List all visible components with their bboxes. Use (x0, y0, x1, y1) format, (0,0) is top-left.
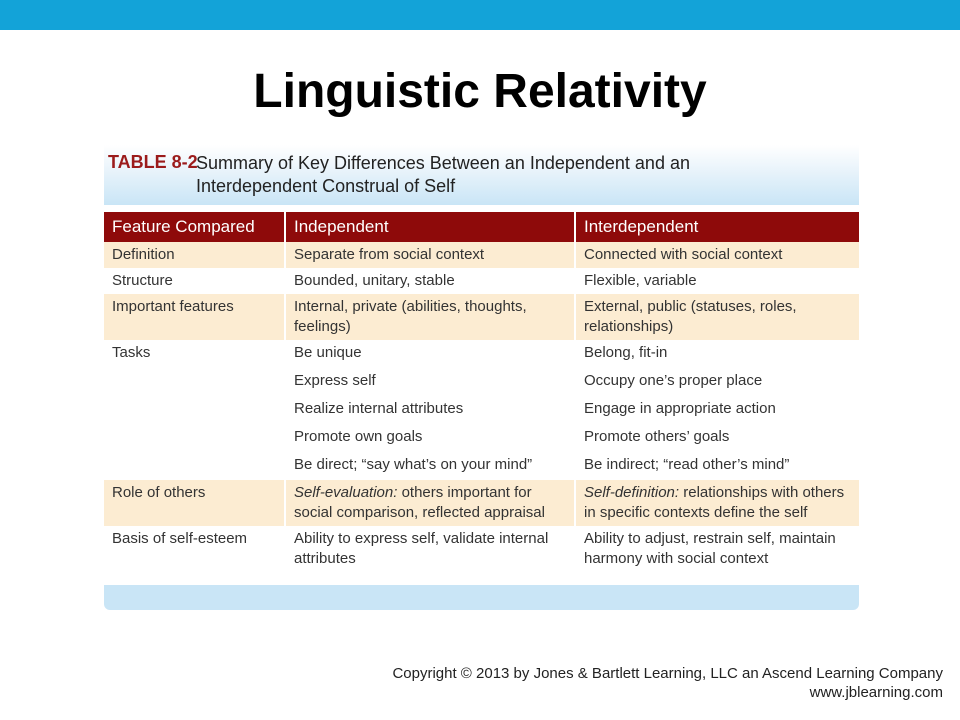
table-bottom-band (104, 585, 859, 610)
table-header-row (104, 212, 859, 242)
header-feature: Feature Compared (104, 212, 285, 242)
row-interdependent-list (575, 340, 859, 480)
row-independent: Bounded, unitary, stable (285, 268, 575, 294)
table-row (104, 526, 859, 572)
row-independent: Separate from social context (285, 242, 575, 268)
task-item: Express self (294, 372, 376, 389)
copyright-footer (392, 664, 943, 702)
task-item: Realize internal attributes (294, 400, 464, 417)
task-item: Be indirect; “read other’s mind” (584, 456, 790, 473)
row-feature: Important features (104, 294, 285, 340)
table-caption: Summary of Key Differences Between an Independent and an Interdependent Construal of Self (196, 153, 690, 196)
row-text: relationships with others in specific contexts define the self (584, 484, 845, 521)
copyright-text: Copyright © 2013 by Jones & Bartlett Learning, LLC an Ascend Learning Company (392, 665, 943, 682)
row-interdependent (575, 480, 859, 526)
row-feature: Tasks (104, 340, 285, 480)
row-interdependent: Ability to adjust, restrain self, maintain harmony with social context (575, 526, 859, 572)
task-item: Occupy one’s proper place (584, 372, 763, 389)
row-text: others important for social comparison, reflected appraisal (294, 484, 545, 521)
table-caption-band (104, 145, 859, 205)
row-interdependent: Flexible, variable (575, 268, 859, 294)
comparison-table (104, 212, 859, 572)
website-text: www.jblearning.com (809, 684, 943, 701)
row-interdependent: External, public (statuses, roles, relationships) (575, 294, 859, 340)
task-item: Promote own goals (294, 428, 423, 445)
task-item: Be direct; “say what’s on your mind” (294, 456, 533, 473)
row-feature: Basis of self-esteem (104, 526, 285, 572)
row-independent: Internal, private (abilities, thoughts, feelings) (285, 294, 575, 340)
task-item: Belong, fit-in (584, 344, 668, 361)
header-interdependent: Interdependent (575, 212, 859, 242)
table-row (104, 480, 859, 526)
row-independent (285, 480, 575, 526)
task-item: Engage in appropriate action (584, 400, 776, 417)
table-row (104, 268, 859, 294)
row-interdependent: Connected with social context (575, 242, 859, 268)
row-independent: Ability to express self, validate internal attributes (285, 526, 575, 572)
task-item: Be unique (294, 344, 362, 361)
top-accent-bar (0, 0, 960, 30)
header-independent: Independent (285, 212, 575, 242)
row-feature: Structure (104, 268, 285, 294)
table-row (104, 340, 859, 480)
slide-title: Linguistic Relativity (253, 65, 707, 118)
row-feature: Definition (104, 242, 285, 268)
table-label: TABLE 8-2 (108, 152, 198, 172)
row-independent-list (285, 340, 575, 480)
table-panel (104, 145, 859, 610)
emphasis-term: Self-definition: (584, 484, 680, 501)
table-row (104, 242, 859, 268)
task-item: Promote others’ goals (584, 428, 730, 445)
table-row (104, 294, 859, 340)
row-feature: Role of others (104, 480, 285, 526)
emphasis-term: Self-evaluation: (294, 484, 398, 501)
